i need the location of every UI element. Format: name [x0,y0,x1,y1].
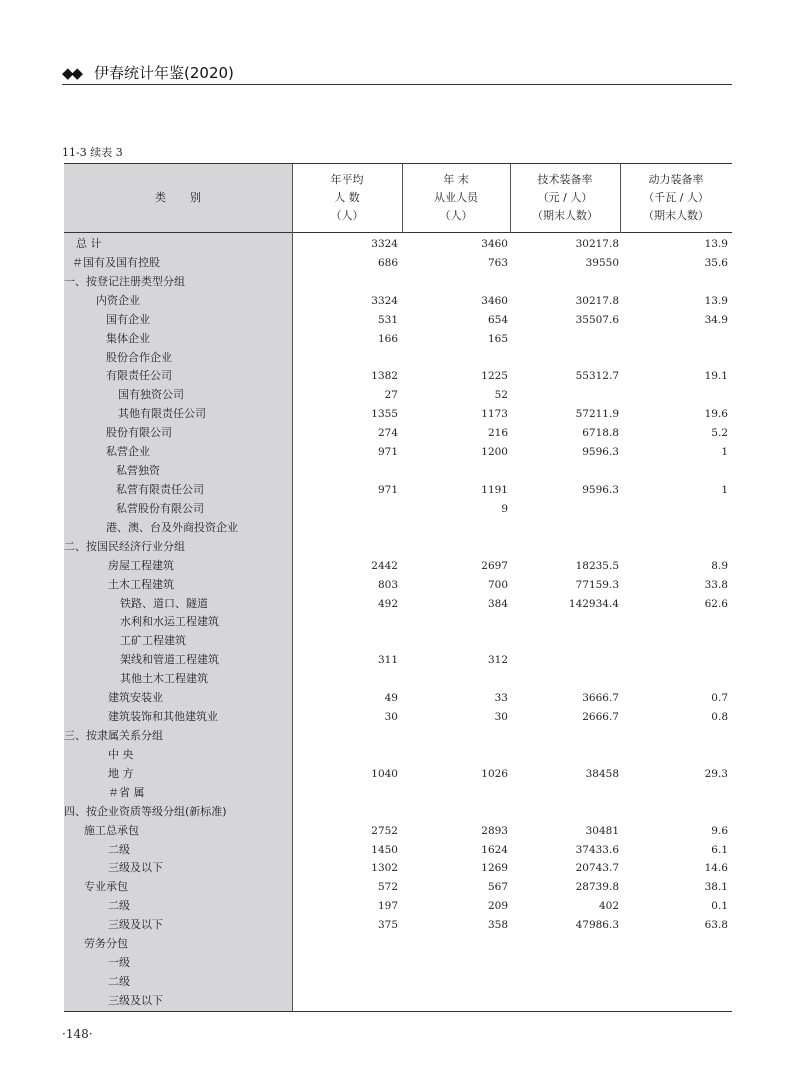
row-category-label: 二级 [108,842,130,856]
row-category-label: 工矿工程建筑 [120,634,186,648]
table-bottom-rule [64,1011,732,1012]
table-row [64,727,732,746]
row-category-label: 二级 [108,899,130,913]
diamond-icon: ◆◆ [62,64,82,82]
column-header-power-equipment-rate: 动力装备率 （千瓦 / 人） （期末人数） [643,173,709,222]
row-category-label: 私营有限责任公司 [116,482,204,496]
year-end-employees-cell: 216 [487,427,508,440]
row-category-label: 地 方 [108,766,134,780]
table-row [64,878,732,897]
column-header-technical-equipment-rate: 技术装备率 （元 / 人） （期末人数） [532,173,598,222]
row-category-label: 铁路、道口、隧道 [120,596,208,610]
table-row [64,708,732,727]
row-category-label: 劳务分包 [84,937,128,951]
column-divider [620,164,621,233]
power-equipment-rate-cell: 13.9 [704,294,728,307]
table-row [64,595,732,614]
year-end-employees-cell: 1225 [481,370,508,383]
table-row [64,689,732,708]
year-end-employees-cell: 3460 [481,238,508,250]
row-category-label: 国有独资公司 [118,388,184,402]
table-row [64,273,732,292]
row-category-label: 建筑装饰和其他建筑业 [108,710,218,724]
table-row [64,538,732,557]
table-row [64,822,732,841]
row-category-label: 专业承包 [84,880,128,894]
row-category-label: 股份有限公司 [106,426,172,440]
row-category-label: 集体企业 [106,331,150,345]
table-rows [64,235,732,1011]
row-category-label: 总 计 [76,237,102,250]
table-row [64,500,732,519]
row-category-label: 建筑安装业 [108,691,163,705]
row-category-label: 二、按国民经济行业分组 [64,539,185,553]
table-row [64,292,732,311]
power-equipment-rate-cell: 34.9 [704,313,728,326]
table-row [64,519,732,538]
table-row [64,784,732,803]
power-equipment-rate-cell: 33.8 [704,578,728,591]
table-row [64,386,732,405]
technical-equipment-rate-cell: 2666.7 [582,711,619,724]
row-category-label: 水利和水运工程建筑 [120,615,219,629]
year-end-employees-cell: 2697 [481,559,508,572]
power-equipment-rate-cell: 1 [721,446,728,459]
avg-employees-cell: 1382 [371,370,398,383]
power-equipment-rate-cell: 14.6 [704,862,728,875]
table-row [64,481,732,500]
power-equipment-rate-cell: 6.1 [711,843,728,856]
table-row [64,405,732,424]
table-row [64,349,732,368]
table-row [64,954,732,973]
year-end-employees-cell: 2893 [481,824,508,837]
year-end-employees-cell: 9 [501,502,508,515]
table-row [64,311,732,330]
year-end-employees-cell: 567 [487,881,508,894]
table-row [64,973,732,992]
table-row [64,746,732,765]
row-category-label: 施工总承包 [84,823,139,837]
row-category-label: ＃省 属 [108,785,145,799]
power-equipment-rate-cell: 5.2 [711,427,728,440]
table-row [64,897,732,916]
technical-equipment-rate-cell: 37433.6 [575,843,619,856]
row-category-label: 内资企业 [96,293,140,307]
avg-employees-cell: 1450 [371,843,398,856]
row-category-label: 国有企业 [106,312,150,326]
year-end-employees-cell: 1173 [481,408,508,421]
row-category-label: 四、按企业资质等级分组(新标准) [64,804,227,818]
table-row [64,576,732,595]
row-category-label: 三级及以下 [108,861,163,875]
table-row [64,841,732,860]
row-category-label: 房屋工程建筑 [108,558,174,572]
avg-employees-cell: 971 [377,483,398,496]
technical-equipment-rate-cell: 38458 [585,767,619,780]
table-row [64,992,732,1011]
row-category-label: 私营独资 [116,464,160,478]
year-end-employees-cell: 1200 [481,446,508,459]
technical-equipment-rate-cell: 18235.5 [575,559,619,572]
row-category-label: ＃国有及国有控股 [72,255,160,269]
technical-equipment-rate-cell: 28739.8 [575,881,619,894]
avg-employees-cell: 311 [377,654,398,667]
row-category-label: 其他有限责任公司 [118,407,206,421]
year-end-employees-cell: 358 [487,919,508,932]
book-title: 伊春统计年鉴(2020) [94,64,234,82]
avg-employees-cell: 803 [377,578,398,591]
technical-equipment-rate-cell: 9596.3 [582,483,619,496]
row-category-label: 中 央 [108,747,134,761]
power-equipment-rate-cell: 9.6 [711,824,728,837]
row-category-label: 架线和管道工程建筑 [120,653,219,667]
power-equipment-rate-cell: 19.1 [704,370,728,383]
row-category-label: 有限责任公司 [106,369,172,383]
table-row [64,613,732,632]
year-end-employees-cell: 1191 [481,483,508,496]
table-row [64,424,732,443]
year-end-employees-cell: 1269 [481,862,508,875]
row-category-label: 股份合作企业 [106,350,172,364]
technical-equipment-rate-cell: 20743.7 [575,862,619,875]
year-end-employees-cell: 33 [494,692,508,705]
column-header-avg-employees: 年平均 人 数 （人） [330,173,364,222]
row-category-label: 其他土木工程建筑 [120,672,208,686]
avg-employees-cell: 3324 [371,294,398,307]
power-equipment-rate-cell: 0.7 [711,692,728,705]
year-end-employees-cell: 3460 [481,294,508,307]
table-row [64,254,732,273]
technical-equipment-rate-cell: 39550 [585,256,619,269]
row-category-label: 三级及以下 [108,993,163,1007]
table-row [64,330,732,349]
running-header [62,62,732,86]
technical-equipment-rate-cell: 142934.4 [568,597,619,610]
page-number: ·148· [62,1027,93,1041]
table-row [64,462,732,481]
table-body [64,233,732,1011]
avg-employees-cell: 572 [377,881,398,894]
column-header-year-end-employees: 年 末 从业人员 （人） [434,173,478,222]
technical-equipment-rate-cell: 30217.8 [575,294,619,307]
table-row [64,916,732,935]
avg-employees-cell: 166 [377,332,398,345]
power-equipment-rate-cell: 8.9 [711,559,728,572]
row-category-label: 私营股份有限公司 [116,501,204,515]
avg-employees-cell: 30 [384,711,398,724]
year-end-employees-cell: 384 [487,597,508,610]
power-equipment-rate-cell: 38.1 [704,881,728,894]
technical-equipment-rate-cell: 6718.8 [582,427,619,440]
table-row [64,632,732,651]
row-category-label: 土木工程建筑 [108,577,174,591]
column-divider [292,164,293,1012]
avg-employees-cell: 197 [377,900,398,913]
row-category-label: 港、澳、台及外商投资企业 [106,520,238,534]
technical-equipment-rate-cell: 47986.3 [575,919,619,932]
year-end-employees-cell: 52 [494,389,508,402]
avg-employees-cell: 686 [377,256,398,269]
avg-employees-cell: 2752 [371,824,398,837]
power-equipment-rate-cell: 62.6 [704,597,728,610]
avg-employees-cell: 492 [377,597,398,610]
avg-employees-cell: 1302 [371,862,398,875]
row-category-label: 一、按登记注册类型分组 [64,274,185,288]
table-row [64,765,732,784]
row-category-label: 一级 [108,956,130,970]
year-end-employees-cell: 763 [487,256,508,269]
table-row [64,651,732,670]
power-equipment-rate-cell: 35.6 [704,256,728,269]
power-equipment-rate-cell: 1 [721,483,728,496]
avg-employees-cell: 3324 [371,238,398,250]
technical-equipment-rate-cell: 402 [598,900,619,913]
year-end-employees-cell: 654 [487,313,508,326]
year-end-employees-cell: 312 [487,654,508,667]
technical-equipment-rate-cell: 3666.7 [582,692,619,705]
year-end-employees-cell: 209 [487,900,508,913]
row-category-label: 三、按隶属关系分组 [64,728,163,742]
avg-employees-cell: 274 [377,427,398,440]
power-equipment-rate-cell: 29.3 [704,767,728,780]
table-caption: 11-3 续表 3 [62,146,123,159]
avg-employees-cell: 2442 [371,559,398,572]
year-end-employees-cell: 700 [487,578,508,591]
avg-employees-cell: 1355 [371,408,398,421]
power-equipment-rate-cell: 0.8 [711,711,728,724]
column-divider [402,164,403,233]
table-row [64,803,732,822]
avg-employees-cell: 1040 [371,767,398,780]
power-equipment-rate-cell: 13.9 [704,238,728,250]
table-row [64,367,732,386]
technical-equipment-rate-cell: 55312.7 [575,370,619,383]
table-row [64,443,732,462]
power-equipment-rate-cell: 19.6 [704,408,728,421]
avg-employees-cell: 971 [377,446,398,459]
table-row [64,235,732,254]
table-row [64,557,732,576]
header-rule [62,84,732,85]
column-divider [510,164,511,233]
year-end-employees-cell: 1624 [481,843,508,856]
technical-equipment-rate-cell: 30481 [585,824,619,837]
technical-equipment-rate-cell: 9596.3 [582,446,619,459]
year-end-employees-cell: 30 [494,711,508,724]
power-equipment-rate-cell: 63.8 [704,919,728,932]
table-row [64,859,732,878]
row-category-label: 私营企业 [106,445,150,459]
table-row [64,670,732,689]
table-row [64,935,732,954]
avg-employees-cell: 49 [384,692,398,705]
row-category-label: 二级 [108,974,130,988]
avg-employees-cell: 27 [384,389,398,402]
technical-equipment-rate-cell: 57211.9 [575,408,619,421]
technical-equipment-rate-cell: 30217.8 [575,238,619,250]
year-end-employees-cell: 1026 [481,767,508,780]
power-equipment-rate-cell: 0.1 [711,900,728,913]
row-category-label: 三级及以下 [108,918,163,932]
year-end-employees-cell: 165 [487,332,508,345]
column-header-category: 类别 [64,164,292,232]
table-header [64,164,732,232]
technical-equipment-rate-cell: 35507.6 [575,313,619,326]
avg-employees-cell: 531 [377,313,398,326]
avg-employees-cell: 375 [377,919,398,932]
technical-equipment-rate-cell: 77159.3 [575,578,619,591]
